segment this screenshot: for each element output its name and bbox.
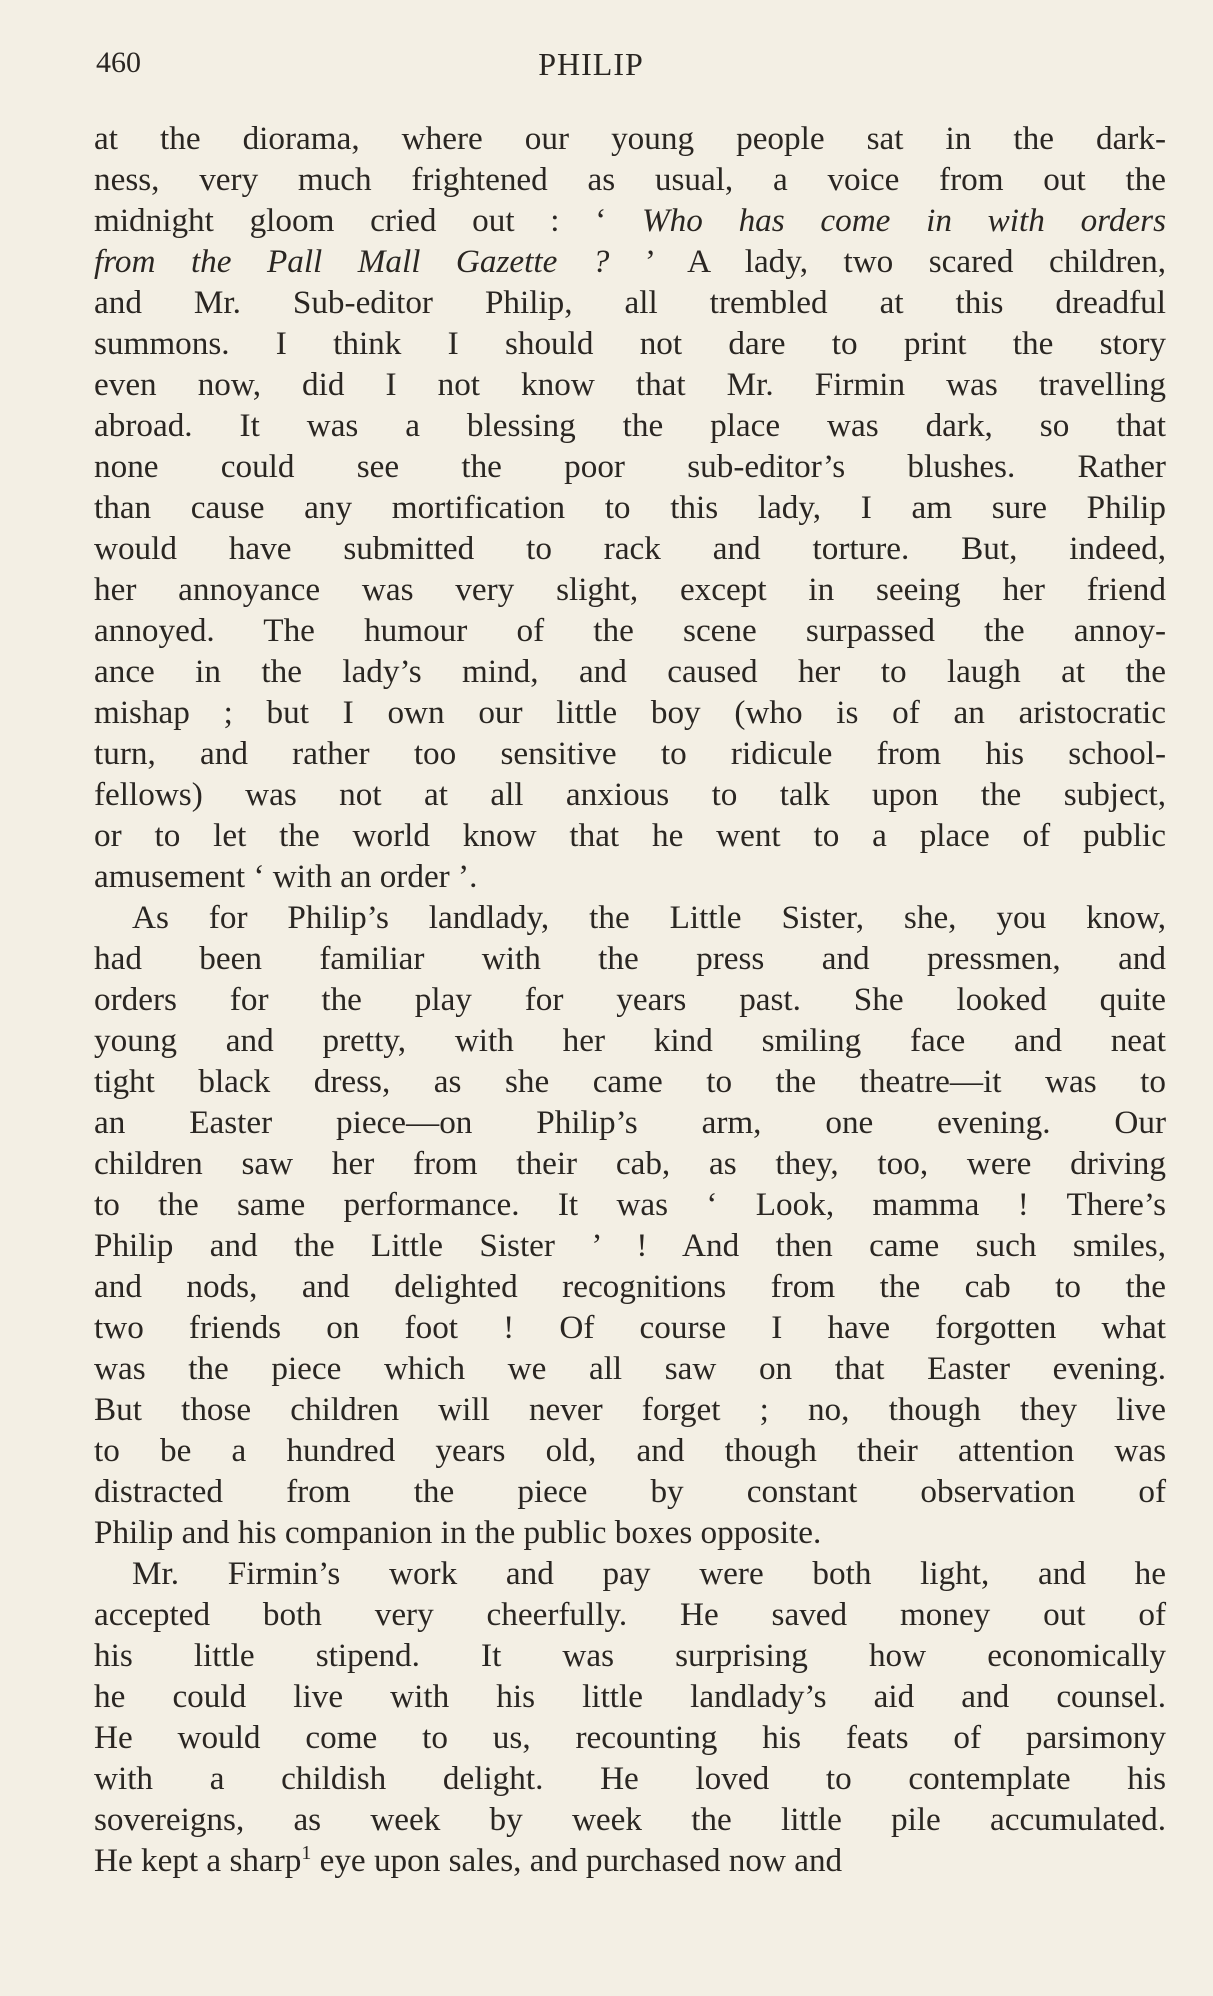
- body-text: [94, 118, 1166, 1881]
- text-line: tight black dress, as she came to the theatre—it was to: [94, 1063, 1166, 1100]
- text-line: amusement ‘ with an order ’.: [94, 858, 478, 895]
- text-line: even now, did I not know that Mr. Firmin was travelling: [94, 366, 1166, 403]
- text-line: orders for the play for years past. She looked quite: [94, 981, 1166, 1018]
- text-line: children saw her from their cab, as they, too, were driving: [94, 1145, 1166, 1182]
- text-line: and Mr. Sub-editor Philip, all trembled at this dreadful: [94, 284, 1166, 321]
- text-line: two friends on foot ! Of course I have forgotten what: [94, 1309, 1166, 1346]
- text-line: or to let the world know that he went to a place of public: [94, 817, 1166, 854]
- text-line: sovereigns, as week by week the little pile accumulated.: [94, 1801, 1166, 1838]
- text-line: her annoyance was very slight, except in seeing her friend: [94, 571, 1166, 608]
- text-line: abroad. It was a blessing the place was dark, so that: [94, 407, 1166, 444]
- text-line: none could see the poor sub-editor’s blushes. Rather: [94, 448, 1166, 485]
- text-line: an Easter piece—on Philip’s arm, one evening. Our: [94, 1104, 1166, 1141]
- text-line: Mr. Firmin’s work and pay were both light, and he: [132, 1555, 1166, 1592]
- text-line: to be a hundred years old, and though their attention was: [94, 1432, 1166, 1469]
- text-line: midnight gloom cried out : ‘ Who has come in with orders: [94, 202, 1166, 239]
- text-line: had been familiar with the press and pressmen, and: [94, 940, 1166, 977]
- text-line: was the piece which we all saw on that Easter evening.: [94, 1350, 1166, 1387]
- text-line: he could live with his little landlady’s aid and counsel.: [94, 1678, 1166, 1715]
- text-line: turn, and rather too sensitive to ridicule from his school-: [94, 735, 1166, 772]
- text-line: his little stipend. It was surprising how economically: [94, 1637, 1166, 1674]
- text-line: As for Philip’s landlady, the Little Sister, she, you know,: [132, 899, 1166, 936]
- text-line: than cause any mortification to this lady, I am sure Philip: [94, 489, 1166, 526]
- text-line: annoyed. The humour of the scene surpassed the annoy-: [94, 612, 1166, 649]
- page-number: 460: [96, 46, 141, 79]
- text-line: at the diorama, where our young people sat in the dark-: [94, 120, 1166, 157]
- text-line: distracted from the piece by constant observation of: [94, 1473, 1166, 1510]
- text-line: But those children will never forget ; no, though they live: [94, 1391, 1166, 1428]
- text-line: mishap ; but I own our little boy (who is of an aristocratic: [94, 694, 1166, 731]
- footnote-marker: 1: [301, 1841, 312, 1864]
- text-line: and nods, and delighted recognitions from the cab to the: [94, 1268, 1166, 1305]
- text-line: to the same performance. It was ‘ Look, mamma ! There’s: [94, 1186, 1166, 1223]
- text-line: from the Pall Mall Gazette ? ’ A lady, two scared children,: [94, 243, 1167, 280]
- text-line: ness, very much frightened as usual, a voice from out the: [94, 161, 1166, 198]
- text-line: summons. I think I should not dare to print the story: [94, 325, 1166, 362]
- text-line: Philip and his companion in the public boxes opposite.: [94, 1514, 822, 1551]
- text-line: with a childish delight. He loved to contemplate his: [94, 1760, 1166, 1797]
- text-line: Philip and the Little Sister ’ ! And then came such smiles,: [94, 1227, 1166, 1264]
- text-line: ance in the lady’s mind, and caused her to laugh at the: [94, 653, 1166, 690]
- italic-text: Who has come in with orders: [642, 202, 1166, 239]
- text-line: He kept a sharp$^1$ eye upon sales, and purchased now and: [94, 1841, 843, 1879]
- text-line: He would come to us, recounting his feats of parsimony: [94, 1719, 1166, 1756]
- page-header: [96, 46, 1166, 92]
- italic-text: from the Pall Mall Gazette ?: [94, 243, 610, 280]
- text-line: would have submitted to rack and torture. But, indeed,: [94, 530, 1166, 567]
- running-title: PHILIP: [538, 46, 644, 82]
- text-line: accepted both very cheerfully. He saved money out of: [94, 1596, 1166, 1633]
- text-line: fellows) was not at all anxious to talk upon the subject,: [94, 776, 1166, 813]
- text-line: young and pretty, with her kind smiling face and neat: [94, 1022, 1166, 1059]
